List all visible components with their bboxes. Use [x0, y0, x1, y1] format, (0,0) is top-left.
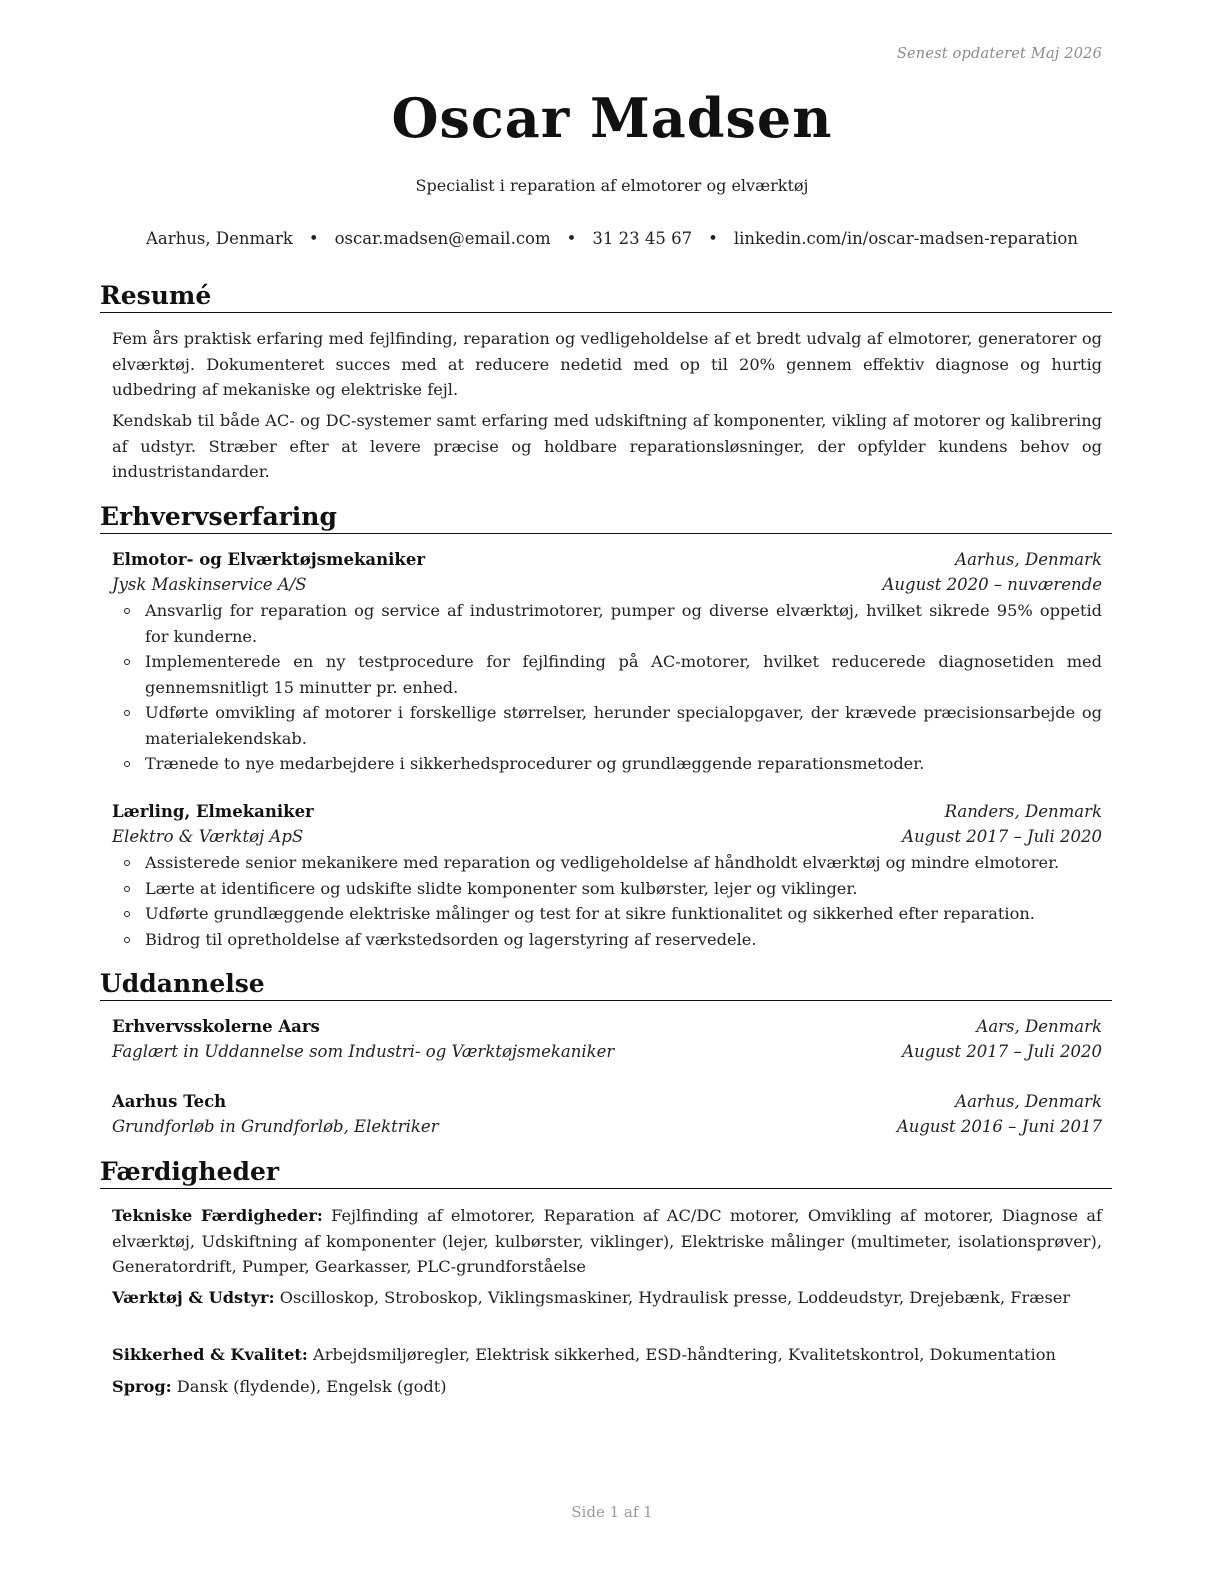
contact-location: Aarhus, Denmark — [145, 229, 293, 248]
job-bullet-list — [112, 850, 1102, 952]
education-location: Aars, Denmark — [976, 1017, 1102, 1036]
last-updated: Senest opdateret Maj 2026 — [896, 46, 1102, 62]
list-item: Udførte omvikling af motorer i forskellige størrelser, herunder specialopgaver, der krævede præcisionsarbejde og materialekendskab. — [112, 700, 1102, 751]
job-header — [112, 547, 1102, 572]
bullet-circle-icon — [124, 860, 130, 866]
summary-paragraph: Kendskab til både AC- og DC-systemer samt erfaring med udskiftning af komponenter, vikling af motorer og kalibrering af udstyr. Stræber efter at levere præcise og holdbare reparationsløsninger, der opfylder kundens behov og industristandarder. — [112, 411, 1102, 481]
skill-group — [112, 1285, 1102, 1311]
bullet-circle-icon — [124, 608, 130, 614]
education-degree: Faglært in Uddannelse som Industri- og Værktøjsmekaniker — [112, 1042, 615, 1061]
skill-text: Arbejdsmiljøregler, Elektrisk sikkerhed, ESD-håndtering, Kvalitetskontrol, Dokumentation — [313, 1345, 1056, 1364]
section-title-skills: Færdigheder — [100, 1157, 1112, 1189]
list-item: Trænede to nye medarbejdere i sikkerhedsprocedurer og grundlæggende reparationsmetoder. — [112, 751, 1102, 777]
skill-text: Oscilloskop, Stroboskop, Viklingsmaskiner, Hydraulisk presse, Loddeudstyr, Drejebænk, Fræser — [279, 1288, 1071, 1307]
section-title-education: Uddannelse — [100, 969, 1112, 1001]
section-title-experience: Erhvervserfaring — [100, 502, 1112, 534]
list-item: Implementerede en ny testprocedure for fejlfinding på AC-motorer, hvilket reducerede diagnosetiden med gennemsnitligt 15 minutter pr. enhed. — [112, 649, 1102, 700]
skill-text: Fejlfinding af elmotorer, Reparation af AC/DC motorer, Omvikling af motorer, Diagnose af elværktøj, Udskiftning af komponenter (lejer, kulbørster, viklinger), Elektriske målinger (multimeter, isolationsprøver), Generatordrift, Pumper, Gearkasser, PLC-grundforståelse — [112, 1206, 1102, 1276]
candidate-name: Oscar Madsen — [391, 86, 833, 150]
contact-phone[interactable]: 31 23 45 67 — [592, 229, 693, 248]
section-title-summary: Resumé — [100, 281, 1112, 313]
skill-label: Sprog: — [112, 1377, 172, 1396]
contact-email[interactable]: oscar.madsen@email.com — [334, 229, 551, 248]
education-dates: August 2016 – Juni 2017 — [896, 1117, 1102, 1136]
contact-line — [0, 229, 1224, 248]
job-bullet-list — [112, 598, 1102, 777]
summary-paragraph: Fem års praktisk erfaring med fejlfinding, reparation og vedligeholdelse af et bredt udvalg af elmotorer, generatorer og elværktøj. Dokumenteret succes med at reducere nedetid med op til 20% gennem effektiv diagnose og hurtig udbedring af mekaniske og elektriske fejl. — [112, 329, 1102, 399]
education-degree: Grundforløb in Grundforløb, Elektriker — [112, 1117, 439, 1136]
education-header — [112, 1089, 1102, 1114]
separator-dot: • — [308, 229, 319, 248]
bullet-circle-icon — [124, 659, 130, 665]
skill-group — [112, 1203, 1102, 1280]
separator-dot: • — [708, 229, 718, 248]
education-location: Aarhus, Denmark — [955, 1092, 1102, 1111]
education-school: Erhvervsskolerne Aars — [112, 1017, 320, 1036]
job-company: Elektro & Værktøj ApS — [112, 827, 304, 846]
education-subheader — [112, 1039, 1102, 1064]
skill-group — [112, 1342, 1102, 1368]
job-dates: August 2020 – nuværende — [882, 575, 1102, 594]
bullet-circle-icon — [124, 710, 130, 716]
list-item: Ansvarlig for reparation og service af industrimotorer, pumper og diverse elværktøj, hvilket sikrede 95% oppetid for kunderne. — [112, 598, 1102, 649]
job-role: Lærling, Elmekaniker — [112, 802, 314, 821]
separator-dot: • — [566, 229, 577, 248]
page-number: Side 1 af 1 — [571, 1503, 653, 1521]
job-location: Aarhus, Denmark — [955, 550, 1102, 569]
candidate-subtitle: Specialist i reparation af elmotorer og elværktøj — [415, 176, 809, 195]
skill-label: Værktøj & Udstyr: — [112, 1288, 275, 1307]
bullet-circle-icon — [124, 911, 130, 917]
job-subheader — [112, 572, 1102, 597]
skill-label: Sikkerhed & Kvalitet: — [112, 1345, 308, 1364]
job-dates: August 2017 – Juli 2020 — [902, 827, 1102, 846]
job-role: Elmotor- og Elværktøjsmekaniker — [112, 550, 426, 569]
education-header — [112, 1014, 1102, 1039]
job-company: Jysk Maskinservice A/S — [112, 575, 307, 594]
skill-label: Tekniske Færdigheder: — [112, 1206, 323, 1225]
education-dates: August 2017 – Juli 2020 — [902, 1042, 1102, 1061]
bullet-circle-icon — [124, 761, 130, 767]
bullet-circle-icon — [124, 937, 130, 943]
education-school: Aarhus Tech — [112, 1092, 227, 1111]
bullet-circle-icon — [124, 886, 130, 892]
job-subheader — [112, 824, 1102, 849]
job-header — [112, 799, 1102, 824]
list-item: Udførte grundlæggende elektriske målinger og test for at sikre funktionalitet og sikkerhed efter reparation. — [112, 901, 1102, 927]
skill-text: Dansk (flydende), Engelsk (godt) — [176, 1377, 447, 1396]
list-item: Bidrog til opretholdelse af værkstedsorden og lagerstyring af reservedele. — [112, 927, 1102, 953]
education-subheader — [112, 1114, 1102, 1139]
list-item: Assisterede senior mekanikere med reparation og vedligeholdelse af håndholdt elværktøj og mindre elmotorer. — [112, 850, 1102, 876]
skill-group — [112, 1374, 1102, 1400]
job-location: Randers, Denmark — [944, 802, 1102, 821]
contact-linkedin[interactable]: linkedin.com/in/oscar-madsen-reparation — [733, 229, 1078, 248]
list-item: Lærte at identificere og udskifte slidte komponenter som kulbørster, lejer og viklinger. — [112, 876, 1102, 902]
